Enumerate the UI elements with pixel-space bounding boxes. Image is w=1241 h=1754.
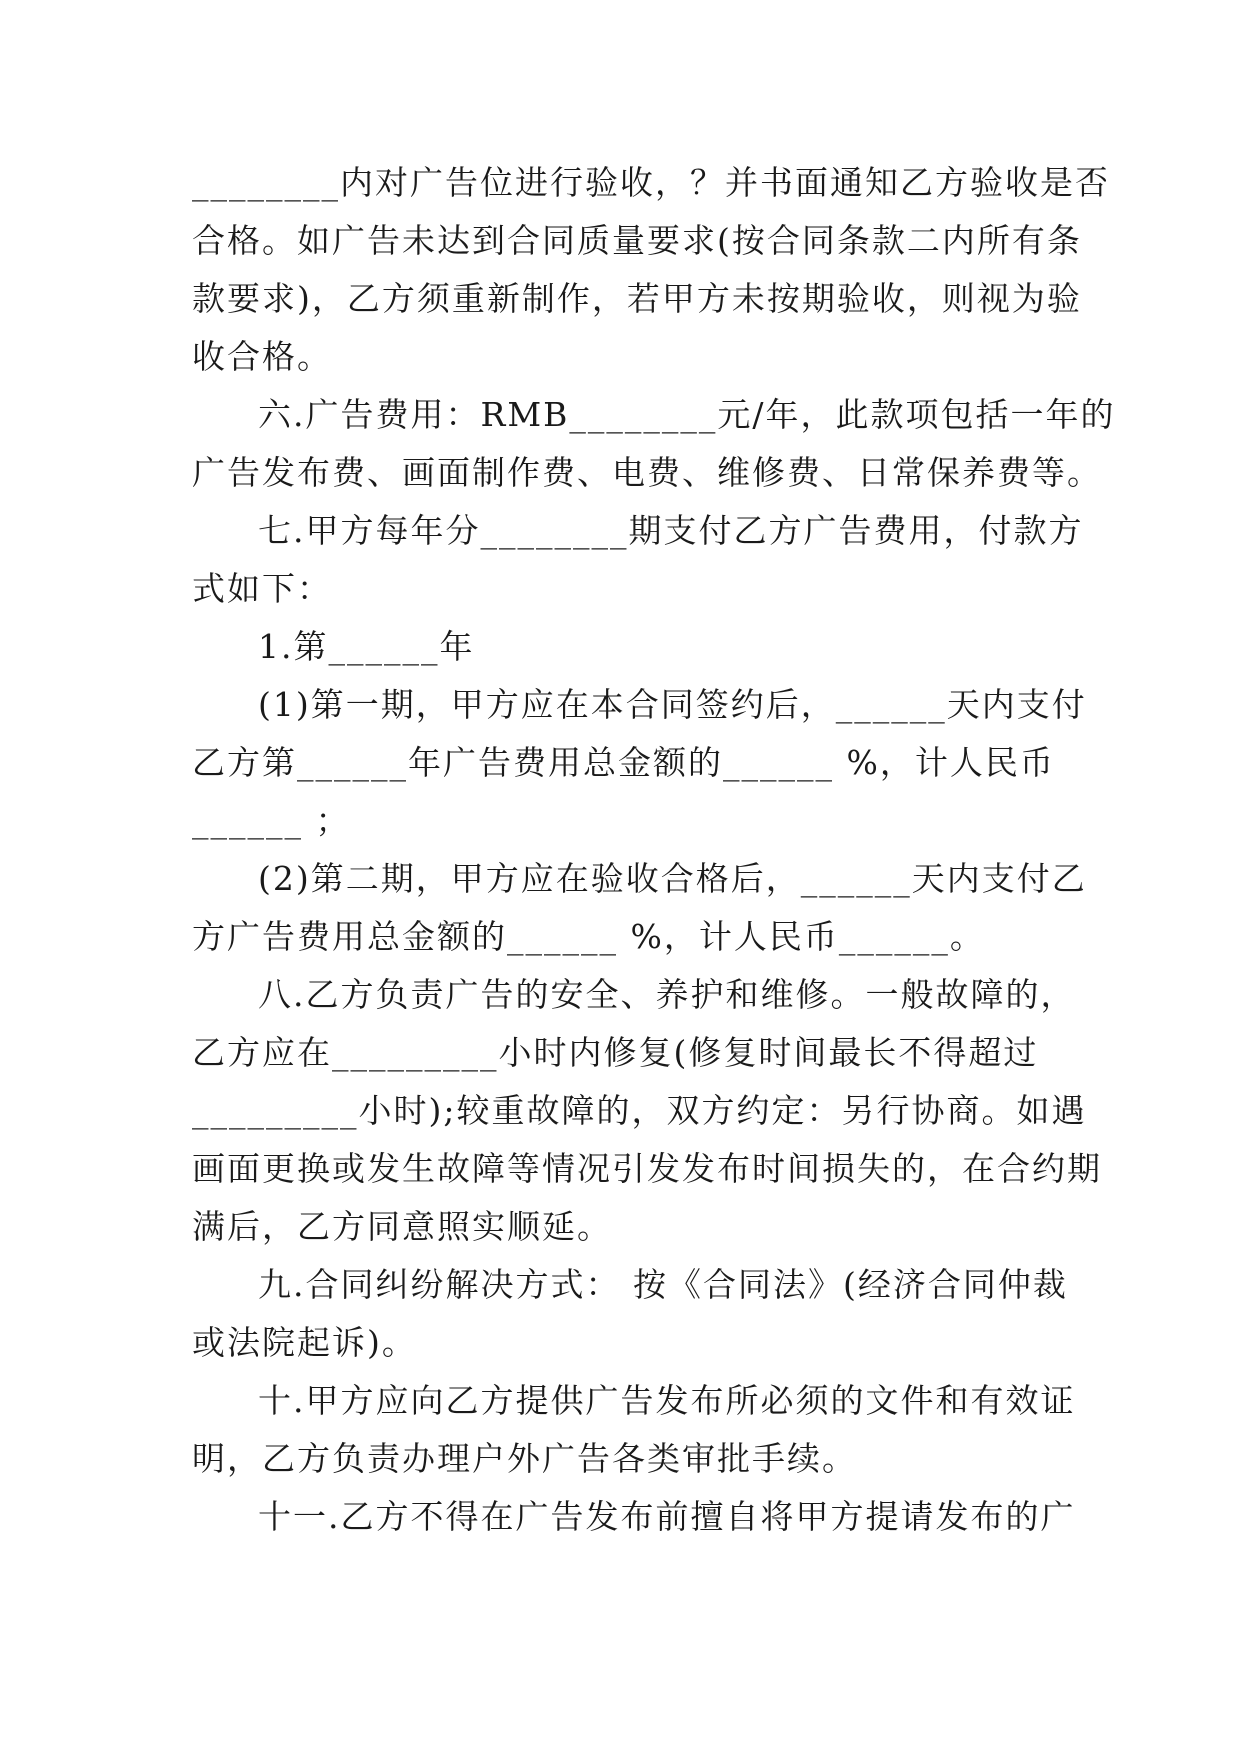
contract-clause-7-installment-1: [192, 676, 1087, 850]
text-line: 收合格。: [192, 337, 332, 376]
text-line: 款要求)，乙方须重新制作，若甲方未按期验收，则视为验: [192, 279, 1082, 318]
text-line: 合格。如广告未达到合同质量要求(按合同条款二内所有条: [192, 221, 1082, 260]
contract-clause-7-payment: [192, 502, 1084, 618]
contract-clause-9-disputes: [192, 1256, 1068, 1372]
text-line: _________小时);较重故障的，双方约定：另行协商。如遇: [192, 1091, 1087, 1130]
text-line: 1.第______年: [258, 627, 475, 666]
text-line: ________内对广告位进行验收，？并书面通知乙方验收是否: [192, 163, 1110, 202]
contract-clause-11-publishing: [192, 1488, 1076, 1546]
text-line: (2)第二期，甲方应在验收合格后，______天内支付乙: [258, 859, 1087, 898]
contract-clause-10-documents: [192, 1372, 1076, 1488]
text-line: 式如下：: [192, 569, 332, 608]
text-line: 十.甲方应向乙方提供广告发布所必须的文件和有效证: [258, 1381, 1076, 1420]
text-line: 六.广告费用：RMB________元/年，此款项包括一年的: [258, 395, 1116, 434]
text-line: 十一.乙方不得在广告发布前擅自将甲方提请发布的广: [258, 1497, 1076, 1536]
contract-clause-7-year: [192, 618, 1052, 676]
text-line: 画面更换或发生故障等情况引发发布时间损失的，在合约期: [192, 1149, 1102, 1188]
document-body: [192, 154, 1116, 1546]
text-line: 乙方应在_________小时内修复(修复时间最长不得超过: [192, 1033, 1039, 1072]
text-line: 满后，乙方同意照实顺延。: [192, 1207, 612, 1246]
text-line: 八.乙方负责广告的安全、养护和维修。一般故障的，: [258, 975, 1076, 1014]
text-line: 明，乙方负责办理户外广告各类审批手续。: [192, 1439, 857, 1478]
text-line: ______ ；: [192, 801, 351, 840]
contract-clause-8-maintenance: [192, 966, 1102, 1256]
text-line: 广告发布费、画面制作费、电费、维修费、日常保养费等。: [192, 453, 1102, 492]
text-line: 七.甲方每年分________期支付乙方广告费用，付款方: [258, 511, 1084, 550]
text-line: (1)第一期，甲方应在本合同签约后，______天内支付: [258, 685, 1087, 724]
contract-clause-7-installment-2: [192, 850, 1087, 966]
text-line: 乙方第______年广告费用总金额的______ %，计人民币: [192, 743, 1055, 782]
text-line: 或法院起诉)。: [192, 1323, 417, 1362]
text-line: 方广告费用总金额的______ %，计人民币______。: [192, 917, 985, 956]
contract-clause-6-fees: [192, 386, 1116, 502]
contract-clause-acceptance: [192, 154, 1110, 386]
text-line: 九.合同纠纷解决方式： 按《合同法》(经济合同仲裁: [258, 1265, 1068, 1304]
